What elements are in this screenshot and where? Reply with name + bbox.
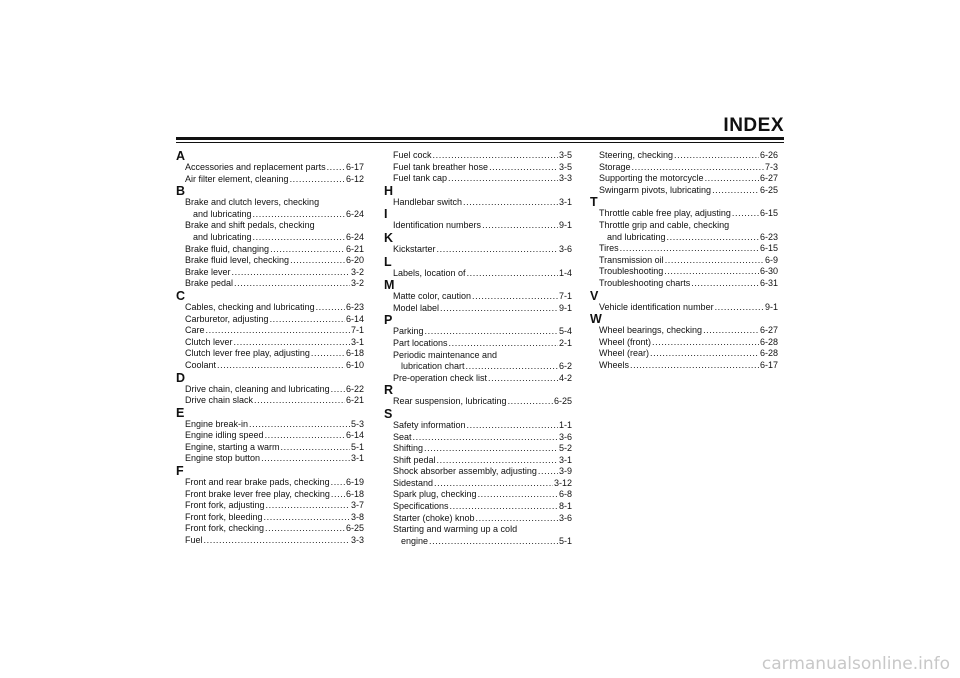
index-entry: [176, 477, 364, 489]
index-entry-page: 5-3: [350, 418, 364, 429]
index-entry-page: 6-8: [558, 489, 572, 500]
index-entry-page: 3-6: [558, 512, 572, 523]
index-letter-heading: P: [384, 313, 393, 328]
dot-leader: [712, 185, 759, 197]
index-entry: [176, 209, 364, 221]
index-entry-page: 3-1: [350, 336, 364, 347]
index-entry-page: 4-2: [558, 372, 572, 383]
index-entry: [384, 162, 572, 174]
index-entry-text: Wheels: [599, 359, 630, 370]
index-letter-heading: L: [384, 254, 392, 269]
index-entry-page: 6-30: [759, 266, 778, 277]
index-entry-page: 6-21: [345, 395, 364, 406]
dot-leader: [434, 478, 553, 490]
dot-leader: [488, 373, 558, 385]
index-entry-text: and lubricating: [193, 231, 252, 242]
index-entry-text: Storage: [599, 161, 631, 172]
index-entry-page: 3-5: [558, 150, 572, 160]
dot-leader: [254, 395, 345, 407]
dot-leader: [437, 244, 558, 256]
dot-leader: [429, 536, 558, 548]
index-entry-text: Engine, starting a warm: [185, 441, 280, 452]
index-entry-page: 7-3: [764, 161, 778, 172]
index-entry-page: 6-14: [345, 430, 364, 441]
dot-leader: [331, 384, 345, 396]
index-entry-page: 6-15: [759, 243, 778, 254]
index-entry: [176, 500, 364, 512]
dot-leader: [482, 220, 558, 232]
index-column-1: [176, 150, 364, 547]
dot-leader: [437, 455, 558, 467]
dot-leader: [311, 348, 345, 360]
index-entry: [384, 455, 572, 467]
index-entry-page: 6-12: [345, 173, 364, 184]
index-entry-text: Engine idling speed: [185, 430, 264, 441]
index-entry-text: and lubricating: [607, 231, 666, 242]
index-letter-heading: M: [384, 278, 395, 293]
watermark: carmanualsonline.info: [761, 654, 950, 674]
index-entry-text: Shifting: [393, 443, 424, 454]
index-entry: [176, 232, 364, 244]
index-entry-text: Brake lever: [185, 266, 231, 277]
dot-leader: [206, 325, 350, 337]
index-entry-page: 6-25: [553, 396, 572, 407]
index-entry-text: Cables, checking and lubricating: [185, 301, 315, 312]
index-entry-page: 6-27: [759, 325, 778, 336]
index-letter-heading: D: [176, 370, 186, 385]
index-entry-text: Care: [185, 325, 205, 336]
index-entry: [176, 174, 364, 186]
dot-leader: [478, 489, 558, 501]
index-entry-text: Front fork, bleeding: [185, 511, 263, 522]
dot-leader: [467, 268, 558, 280]
index-entry-text: engine: [401, 535, 429, 546]
index-entry-page: 5-1: [558, 535, 572, 546]
dot-leader: [466, 361, 558, 373]
dot-leader: [664, 266, 759, 278]
index-entry-page: 1-4: [558, 267, 572, 278]
dot-leader: [476, 513, 558, 525]
dot-leader: [620, 243, 759, 255]
index-entry: [176, 325, 364, 337]
index-entry: [384, 173, 572, 185]
index-entry-page: 9-1: [558, 302, 572, 313]
dot-leader: [489, 162, 558, 174]
index-entry: [384, 432, 572, 444]
index-entry-page: 6-28: [759, 336, 778, 347]
index-entry-text: Front fork, checking: [185, 523, 265, 534]
index-entry: [384, 478, 572, 490]
index-entry-page: 3-3: [558, 173, 572, 184]
index-entry-page: 6-18: [345, 348, 364, 359]
index-entry-page: 9-1: [558, 220, 572, 231]
dot-leader: [265, 523, 345, 535]
index-entry: [176, 535, 364, 547]
dot-leader: [674, 150, 759, 162]
dot-leader: [281, 442, 350, 454]
index-entry: [384, 150, 572, 162]
index-entry: [176, 162, 364, 174]
index-letter-heading: I: [384, 207, 388, 222]
index-entry: [176, 419, 364, 431]
index-entry: [590, 208, 778, 220]
dot-leader: [538, 466, 558, 478]
index-entry-text: Clutch lever free play, adjusting: [185, 348, 310, 359]
index-entry-page: 7-1: [558, 291, 572, 302]
index-entry-page: 6-23: [759, 231, 778, 242]
index-entry-page: 3-1: [558, 196, 572, 207]
index-entry: [384, 396, 572, 408]
dot-leader: [253, 232, 345, 244]
index-entry-page: 9-1: [764, 301, 778, 312]
dot-leader: [705, 173, 759, 185]
dot-leader: [450, 501, 558, 513]
dot-leader: [204, 535, 350, 547]
index-entry-page: 6-19: [345, 477, 364, 488]
index-entry-page: 7-1: [350, 325, 364, 336]
dot-leader: [265, 430, 345, 442]
dot-leader: [467, 420, 558, 432]
index-entry-page: 6-26: [759, 150, 778, 160]
index-entry: [384, 361, 572, 373]
index-entry-text: Brake pedal: [185, 278, 234, 289]
index-entry-text: Steering, checking: [599, 150, 674, 160]
index-entry-text: Fuel tank cap: [393, 173, 448, 184]
page-title: INDEX: [723, 115, 784, 136]
index-entry-text: Drive chain slack: [185, 395, 254, 406]
index-entry: [590, 185, 778, 197]
index-entry: [384, 373, 572, 385]
index-entry: [590, 173, 778, 185]
index-letter-heading: W: [590, 312, 602, 327]
index-entry-page: 6-22: [345, 383, 364, 394]
index-entry: [176, 453, 364, 465]
index-entry: [590, 266, 778, 278]
index-entry-text: Front brake lever free play, checking: [185, 488, 330, 499]
index-entry: [384, 513, 572, 525]
index-entry: [384, 524, 572, 536]
index-entry: [590, 220, 778, 232]
dot-leader: [270, 244, 345, 256]
index-entry-text: Front and rear brake pads, checking: [185, 477, 330, 488]
index-entry-text: Swingarm pivots, lubricating: [599, 184, 712, 195]
header-rule-thick: [176, 137, 784, 140]
index-entry: [176, 255, 364, 267]
dot-leader: [650, 348, 759, 360]
dot-leader: [715, 302, 764, 314]
index-entry: [384, 303, 572, 315]
index-entry: [590, 150, 778, 162]
dot-leader: [463, 197, 558, 209]
dot-leader: [433, 150, 558, 162]
index-letter-heading: R: [384, 383, 394, 398]
index-column-3: [590, 150, 778, 372]
index-entry-text: Fuel cock: [393, 150, 432, 160]
index-entry: [384, 268, 572, 280]
dot-leader: [703, 325, 759, 337]
index-entry-text: Vehicle identification number: [599, 301, 714, 312]
index-letter-heading: E: [176, 405, 185, 420]
dot-leader: [630, 360, 759, 372]
dot-leader: [290, 255, 345, 267]
index-entry: [384, 536, 572, 548]
index-entry-text: lubrication chart: [401, 361, 465, 372]
index-entry-text: and lubricating: [193, 208, 252, 219]
dot-leader: [440, 303, 558, 315]
index-entry-page: 3-1: [350, 453, 364, 464]
index-entry-page: 6-10: [345, 359, 364, 370]
dot-leader: [691, 278, 759, 290]
dot-leader: [264, 512, 350, 524]
index-entry: [590, 232, 778, 244]
dot-leader: [413, 432, 558, 444]
index-entry-text: Accessories and replacement parts: [185, 162, 326, 172]
index-entry-page: 6-31: [759, 277, 778, 288]
dot-leader: [425, 326, 558, 338]
index-entry: [176, 302, 364, 314]
index-entry-page: 3-7: [350, 500, 364, 511]
index-entry-text: Spark plug, checking: [393, 489, 477, 500]
index-entry: [384, 443, 572, 455]
index-entry: [384, 338, 572, 350]
index-entry-text: Air filter element, cleaning: [185, 173, 289, 184]
index-entry-text: Brake and shift pedals, checking: [185, 220, 315, 231]
index-entry-text: Throttle cable free play, adjusting: [599, 208, 731, 219]
index-entry-page: 6-15: [759, 208, 778, 219]
index-entry-text: Front fork, adjusting: [185, 500, 265, 511]
dot-leader: [331, 489, 345, 501]
index-entry-text: Part locations: [393, 337, 448, 348]
index-entry-page: 6-24: [345, 231, 364, 242]
dot-leader: [632, 162, 764, 174]
index-entry-text: Fuel: [185, 535, 203, 546]
dot-leader: [234, 278, 350, 290]
index-entry-text: Wheel bearings, checking: [599, 325, 703, 336]
index-entry: [384, 244, 572, 256]
index-entry-page: 3-6: [558, 431, 572, 442]
index-entry: [176, 348, 364, 360]
dot-leader: [472, 291, 558, 303]
index-entry: [176, 197, 364, 209]
index-entry: [590, 255, 778, 267]
index-entry: [384, 420, 572, 432]
dot-leader: [253, 209, 345, 221]
dot-leader: [249, 419, 350, 431]
index-letter-heading: K: [384, 230, 394, 245]
index-entry-text: Specifications: [393, 501, 449, 512]
index-entry: [176, 384, 364, 396]
dot-leader: [508, 396, 553, 408]
index-letter-heading: F: [176, 464, 184, 479]
index-entry-page: 6-20: [345, 255, 364, 266]
index-letter-heading: B: [176, 184, 186, 199]
index-entry: [590, 348, 778, 360]
index-entry-page: 3-12: [553, 477, 572, 488]
index-entry-page: 6-28: [759, 348, 778, 359]
index-entry: [590, 243, 778, 255]
index-entry-page: 6-27: [759, 173, 778, 184]
dot-leader: [234, 337, 350, 349]
index-entry-text: Carburetor, adjusting: [185, 313, 269, 324]
index-letter-heading: V: [590, 288, 599, 303]
index-entry-text: Identification numbers: [393, 220, 482, 231]
index-entry: [176, 489, 364, 501]
index-entry-page: 6-2: [558, 361, 572, 372]
index-letter-heading: C: [176, 288, 186, 303]
index-entry-text: Labels, location of: [393, 267, 466, 278]
index-letter-heading: H: [384, 183, 394, 198]
index-entry-text: Wheel (rear): [599, 348, 650, 359]
index-entry-text: Brake fluid level, checking: [185, 255, 290, 266]
index-entry-text: Engine stop button: [185, 453, 261, 464]
index-entry: [590, 337, 778, 349]
dot-leader: [667, 232, 759, 244]
dot-leader: [652, 337, 759, 349]
index-entry: [176, 267, 364, 279]
index-entry-page: 3-9: [558, 466, 572, 477]
index-entry-text: Pre-operation check list: [393, 372, 488, 383]
index-entry-page: 3-6: [558, 243, 572, 254]
index-entry-page: 5-2: [558, 443, 572, 454]
index-entry-text: Handlebar switch: [393, 196, 463, 207]
index-entry-page: 3-1: [558, 454, 572, 465]
dot-leader: [316, 302, 345, 314]
index-entry: [176, 244, 364, 256]
index-entry: [384, 220, 572, 232]
dot-leader: [270, 314, 345, 326]
index-entry-page: 1-1: [558, 419, 572, 430]
index-entry: [384, 501, 572, 513]
index-entry: [176, 314, 364, 326]
dot-leader: [448, 173, 558, 185]
index-entry-text: Starter (choke) knob: [393, 512, 475, 523]
index-entry: [176, 337, 364, 349]
index-entry-text: Troubleshooting: [599, 266, 664, 277]
index-entry: [176, 278, 364, 290]
index-entry: [176, 523, 364, 535]
index-entry-text: Clutch lever: [185, 336, 233, 347]
index-entry-page: 6-17: [759, 359, 778, 370]
index-entry: [384, 326, 572, 338]
index-entry-text: Matte color, caution: [393, 291, 472, 302]
index-entry-page: 6-25: [759, 184, 778, 195]
index-entry-text: Throttle grip and cable, checking: [599, 219, 730, 230]
dot-leader: [217, 360, 345, 372]
index-entry-page: 3-8: [350, 511, 364, 522]
index-entry: [590, 302, 778, 314]
index-entry-page: 3-2: [350, 278, 364, 289]
index-entry: [176, 442, 364, 454]
index-entry: [384, 291, 572, 303]
index-entry-text: Brake fluid, changing: [185, 243, 270, 254]
dot-leader: [327, 162, 345, 174]
index-entry-text: Safety information: [393, 419, 466, 430]
index-entry-text: Drive chain, cleaning and lubricating: [185, 383, 330, 394]
header-rule-thin: [176, 142, 784, 143]
index-entry-text: Sidestand: [393, 477, 434, 488]
index-entry-text: Starting and warming up a cold: [393, 524, 518, 535]
index-entry-page: 6-17: [345, 162, 364, 172]
index-entry: [590, 360, 778, 372]
index-entry-text: Rear suspension, lubricating: [393, 396, 507, 407]
index-entry-page: 6-18: [345, 488, 364, 499]
dot-leader: [290, 174, 345, 186]
dot-leader: [449, 338, 558, 350]
index-entry-page: 2-1: [558, 337, 572, 348]
index-entry-text: Brake and clutch levers, checking: [185, 197, 320, 208]
index-entry: [590, 162, 778, 174]
index-letter-heading: A: [176, 149, 186, 163]
dot-leader: [665, 255, 764, 267]
index-entry-page: 6-9: [764, 254, 778, 265]
dot-leader: [266, 500, 350, 512]
index-entry-text: Fuel tank breather hose: [393, 161, 489, 172]
index-entry: [176, 395, 364, 407]
index-entry-page: 6-25: [345, 523, 364, 534]
dot-leader: [331, 477, 345, 489]
index-entry-text: Model label: [393, 302, 440, 313]
index-entry: [176, 220, 364, 232]
dot-leader: [232, 267, 350, 279]
index-entry-page: 3-3: [350, 535, 364, 546]
index-entry-page: 6-14: [345, 313, 364, 324]
index-entry: [590, 325, 778, 337]
index-entry-text: Tires: [599, 243, 619, 254]
index-entry-page: 6-21: [345, 243, 364, 254]
index-entry: [176, 430, 364, 442]
index-entry-text: Shift pedal: [393, 454, 436, 465]
index-entry: [176, 512, 364, 524]
index-entry-text: Kickstarter: [393, 243, 436, 254]
index-entry-page: 3-2: [350, 266, 364, 277]
index-entry-text: Periodic maintenance and: [393, 349, 498, 360]
dot-leader: [424, 443, 558, 455]
index-entry-page: 3-5: [558, 161, 572, 172]
index-entry: [176, 360, 364, 372]
index-entry-page: 5-1: [350, 441, 364, 452]
index-column-2: [384, 150, 572, 547]
index-entry: [384, 350, 572, 362]
index-entry: [384, 466, 572, 478]
index-entry: [384, 197, 572, 209]
index-letter-heading: T: [590, 195, 598, 210]
index-entry-page: 5-4: [558, 326, 572, 337]
index-entry-text: Wheel (front): [599, 336, 652, 347]
index-entry-text: Troubleshooting charts: [599, 277, 691, 288]
index-entry-text: Parking: [393, 326, 424, 337]
index-entry-text: Seat: [393, 431, 412, 442]
index-entry: [590, 278, 778, 290]
index-entry-text: Coolant: [185, 359, 217, 370]
index-entry-page: 6-23: [345, 301, 364, 312]
index-entry-page: 6-24: [345, 208, 364, 219]
index-entry-text: Supporting the motorcycle: [599, 173, 704, 184]
index-entry-page: 8-1: [558, 501, 572, 512]
index-entry-text: Transmission oil: [599, 254, 664, 265]
index-entry-text: Shock absorber assembly, adjusting: [393, 466, 537, 477]
index-letter-heading: S: [384, 406, 393, 421]
index-entry: [384, 489, 572, 501]
index-entry-text: Engine break-in: [185, 418, 249, 429]
dot-leader: [261, 453, 350, 465]
dot-leader: [732, 208, 759, 220]
